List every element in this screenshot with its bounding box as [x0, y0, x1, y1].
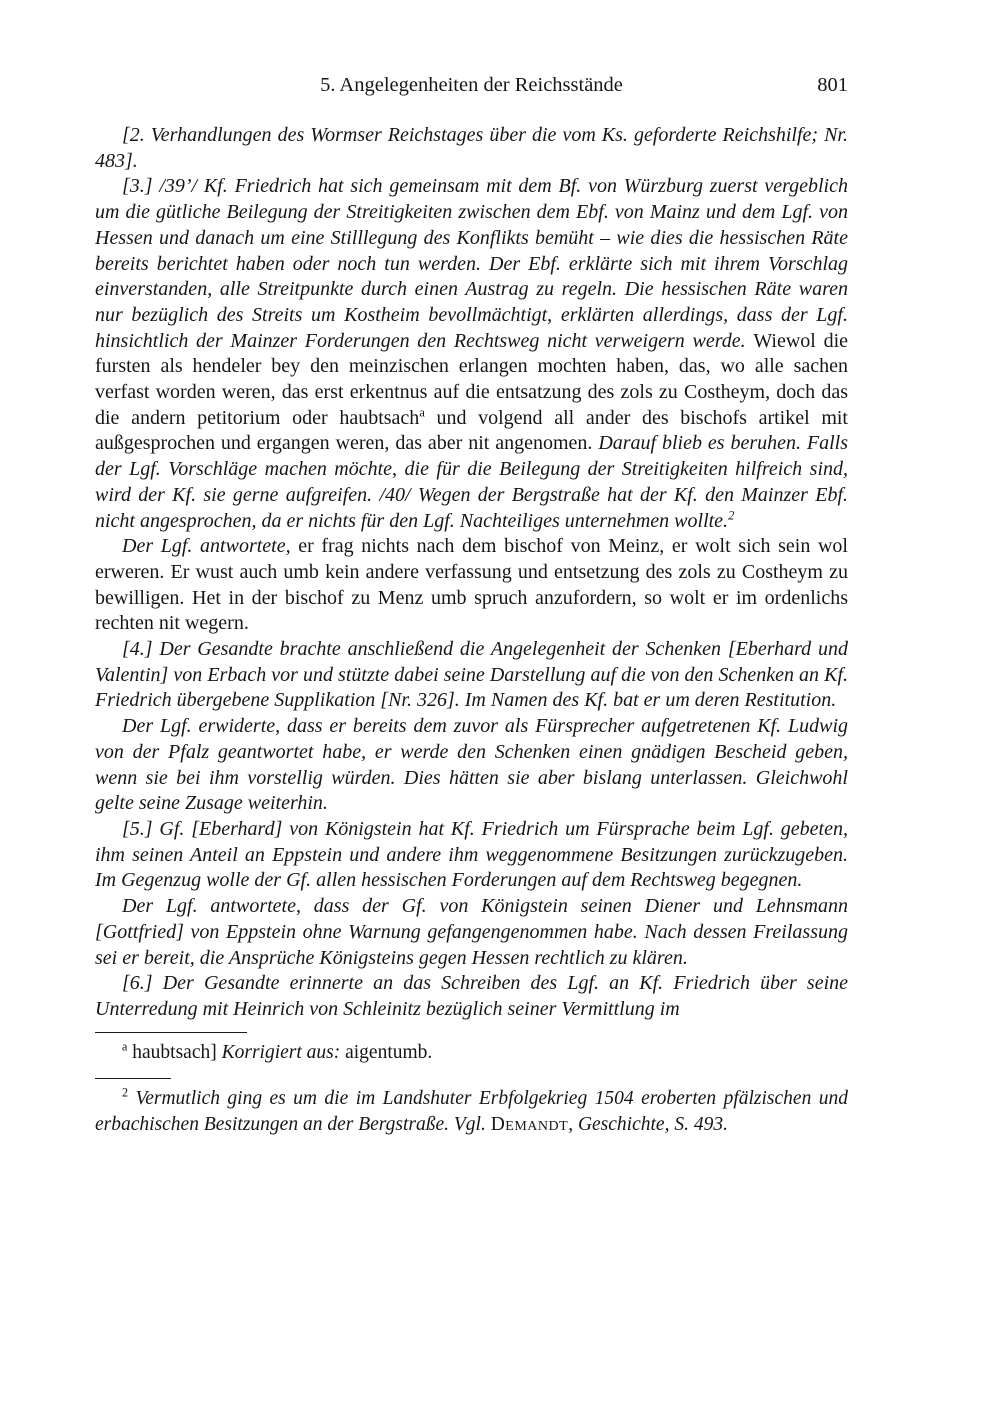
paragraph-4: [4.] Der Gesandte brachte anschließend die Angelegenheit der Schenken [Eberhard und Valentin] von Erbach vor und stützte dabei seine Darstellung auf die von den Schenken an Kf. Friedrich übergebene Supplikation [Nr. 326]. Im Namen des Kf. bat er um deren Restitution.: [95, 638, 848, 712]
apparatus-separator-line: [95, 1032, 247, 1033]
page-header: [95, 72, 848, 99]
commentary-separator-line: [95, 1078, 171, 1079]
footnotes-section: [95, 1032, 848, 1138]
footnote-commentary-2: $^2$ Vermutlich ging es um die im Landshuter Erbfolgekrieg 1504 eroberten pfälzischen und erbachischen Besitzungen an der Bergstraße. Vgl. Demandt, Geschichte, S. 493.: [95, 1085, 849, 1135]
paragraph-5: [5.] Gf. [Eberhard] von Königstein hat Kf. Friedrich um Fürsprache beim Lgf. gebeten, ihm seinen Anteil an Eppstein und andere ihm weggenommene Besitzungen zurückzugeben. Im Gegenzug wolle der Gf. allen hessischen Forderungen auf dem Rechtsweg begegnen.: [95, 817, 848, 892]
paragraph-lgf-antwort-2: Der Lgf. antwortete, dass der Gf. von Königstein seinen Diener und Lehnsmann [Gottfried] von Eppstein ohne Warnung gefangengenommen habe. Nach dessen Freilassung sei er bereit, die Ansprüche Königsteins gegen Hessen rechtlich zu klären.: [95, 895, 848, 969]
paragraph-3: [3.] /39’/ Kf. Friedrich hat sich gemeinsam mit dem Bf. von Würzburg zuerst vergeblich um die gütliche Beilegung der Streitigkeiten zwischen dem Ebf. von Mainz und dem Lgf. von Hessen und danach um eine Stilllegung des Konflikts bemüht – wie dies die hessischen Räte bereits berichtet haben oder noch tun werden. Der Ebf. erklärte sich mit ihrem Vorschlag einverstanden, alle Streitpunkte durch einen Austrag zu regeln. Die hessischen Räte waren nur bezüglich des Streits um Kostheim bevollmächtigt, erklärten allerdings, dass der Lgf. hinsichtlich der Mainzer Forderungen den Rechtsweg nicht verweigern werde. Wiewol die fursten als hendeler bey den meinzischen erlangen mochten haben, das, wo alle sachen verfast worden weren, das erst erkentnus auf die entsatzung des zols zu Costheym, doch das die andern petitorium oder haubtsach$^a$ und volgend all ander des bischofs artikel mit außgesprochen und ergangen weren, das aber nit angenomen. Darauf blieb es beruhen. Falls der Lgf. Vorschläge machen möchte, die für die Beilegung der Streitigkeiten hilfreich sind, wird der Kf. sie gerne aufgreifen. /40/ Wegen der Bergstraße hat der Kf. den Mainzer Ebf. nicht angesprochen, da er nichts für den Lgf. Nachteiliges unternehmen wollte.$^2$: [95, 175, 848, 532]
page-number: 801: [817, 74, 848, 96]
paragraph-lgf-antwort-1: Der Lgf. antwortete, er frag nichts nach dem bischof von Meinz, er wolt sich sein wol erweren. Er wust auch umb kein andere verfassung und entsetzung des zols zu Costheym zu bewilligen. Het in der bischof zu Menz umb spruch anzufordern, so wolt er im ordenlichs rechten nit wegern.: [95, 535, 848, 635]
main-text: [95, 123, 848, 1023]
footnote-apparatus-a: $^a$ haubtsach] Korrigiert aus: aigentumb.: [122, 1039, 433, 1063]
paragraph-lgf-erwiderung: Der Lgf. erwiderte, dass er bereits dem zuvor als Fürsprecher aufgetretenen Kf. Ludwig von der Pfalz geantwortet habe, er werde den Schenken einen gnädigen Bescheid geben, wenn sie bei ihm vorstellig würden. Dies hätten sie aber bislang unterlassen. Gleichwohl gelte seine Zusage weiterhin.: [95, 715, 848, 815]
paragraph-6: [6.] Der Gesandte erinnerte an das Schreiben des Lgf. an Kf. Friedrich über seine Unterredung mit Heinrich von Schleinitz bezüglich seiner Vermittlung im: [95, 972, 848, 1020]
paragraph-2-regest: [2. Verhandlungen des Wormser Reichstages über die vom Ks. geforderte Reichshilfe; Nr. 483].: [95, 124, 848, 172]
section-heading: 5. Angelegenheiten der Reichsstände: [320, 74, 623, 96]
